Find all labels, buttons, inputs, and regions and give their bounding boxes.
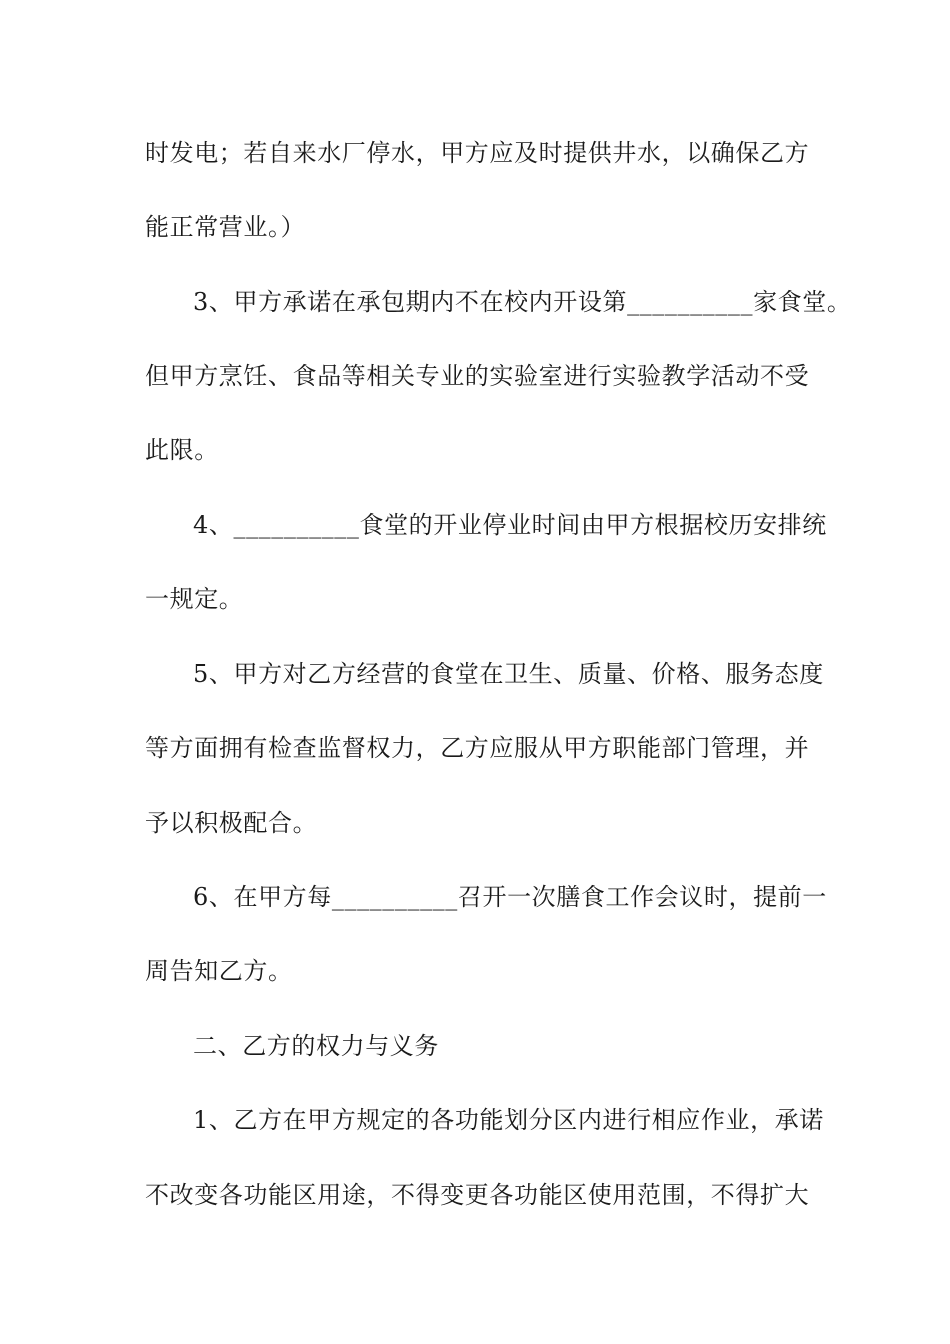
section-heading: 二、乙方的权力与义务 bbox=[193, 1032, 439, 1060]
text-line: 不改变各功能区用途，不得变更各功能区使用范围，不得扩大 bbox=[145, 1181, 810, 1209]
clause-6-line: 6、在甲方每__________召开一次膳食工作会议时，提前一 bbox=[193, 883, 827, 911]
text-line: 能正常营业。） bbox=[145, 213, 306, 241]
text-line: 一规定。 bbox=[145, 585, 244, 613]
text-line: 等方面拥有检查监督权力，乙方应服从甲方职能部门管理，并 bbox=[145, 734, 810, 762]
text-line: 但甲方烹饪、食品等相关专业的实验室进行实验教学活动不受 bbox=[145, 362, 810, 390]
clause-b1-line: 1、乙方在甲方规定的各功能划分区内进行相应作业，承诺 bbox=[193, 1106, 824, 1134]
text-line: 此限。 bbox=[145, 436, 219, 464]
text-line: 予以积极配合。 bbox=[145, 809, 318, 837]
text-line: 时发电；若自来水厂停水，甲方应及时提供井水，以确保乙方 bbox=[145, 139, 810, 167]
text-line: 周告知乙方。 bbox=[145, 957, 293, 985]
clause-4-line: 4、__________食堂的开业停业时间由甲方根据校历安排统 bbox=[193, 511, 827, 539]
clause-5-line: 5、甲方对乙方经营的食堂在卫生、质量、价格、服务态度 bbox=[193, 660, 824, 688]
clause-3-line: 3、甲方承诺在承包期内不在校内开设第__________家食堂。 bbox=[193, 288, 852, 316]
